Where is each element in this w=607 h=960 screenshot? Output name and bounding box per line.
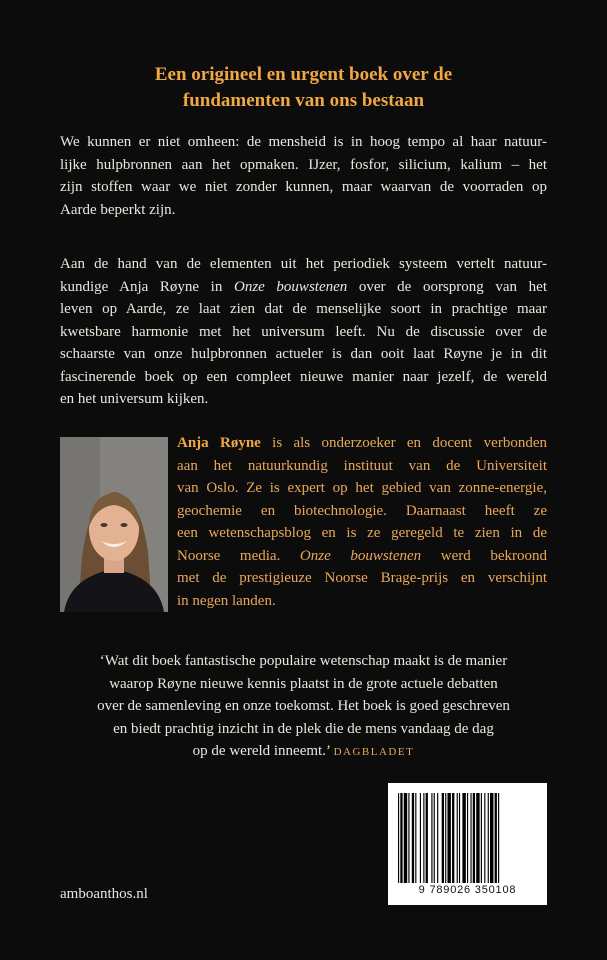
text-segment: over de oorsprong van het bbox=[347, 278, 547, 295]
publisher-website: amboanthos.nl bbox=[60, 886, 148, 902]
text-line: kwetsbare harmonie met het universum leeft. Nu de discussie over de bbox=[60, 323, 547, 340]
back-cover-heading bbox=[0, 62, 607, 114]
quote-line: ‘Wat dit boek fantastische populaire wetenschap maakt is de manier bbox=[99, 653, 508, 669]
summary-paragraph bbox=[60, 253, 547, 411]
text-line: een wetenschapsblog en is ze geregeld te zien in de bbox=[177, 525, 547, 541]
text-line bbox=[177, 545, 547, 568]
text-line: van Oslo. Ze is expert op het gebied van zonne-energie, bbox=[177, 480, 547, 496]
text-segment: is als onderzoeker en docent verbonden bbox=[260, 435, 547, 451]
text-line: Aan de hand van de elementen uit het periodiek systeem vertelt natuur- bbox=[60, 256, 547, 272]
author-portrait bbox=[60, 437, 168, 612]
text-segment: op de wereld inneemt.’ bbox=[192, 743, 330, 759]
text-line: geochemie en biotechnologie. Daarnaast heeft ze bbox=[177, 502, 547, 519]
intro-paragraph bbox=[60, 131, 547, 221]
text-line: lijke hulpbronnen aan het opmaken. IJzer, fosfor, silicium, kalium – het bbox=[60, 156, 547, 173]
text-line: zijn stoffen waar we niet zonder kunnen, maar waarvan de voorraden op bbox=[60, 179, 547, 195]
author-bio bbox=[177, 432, 547, 612]
text-line: en het universum kijken. bbox=[60, 391, 209, 407]
quote-line bbox=[60, 740, 547, 764]
book-title: Onze bouwstenen bbox=[233, 278, 348, 295]
quote-source: DAGBLADET bbox=[333, 746, 415, 758]
text-segment: werd bekroond bbox=[421, 547, 547, 564]
heading-line-2: fundamenten van ons bestaan bbox=[182, 90, 425, 111]
author-name: Anja Røyne bbox=[177, 435, 261, 451]
text-line: in negen landen. bbox=[177, 592, 276, 609]
text-line: Aarde beperkt zijn. bbox=[60, 201, 176, 218]
isbn-barcode bbox=[388, 783, 547, 905]
barcode-icon bbox=[398, 793, 537, 883]
text-segment: kundige Anja Røyne in bbox=[60, 278, 234, 295]
book-title: Onze bouwstenen bbox=[299, 547, 422, 564]
isbn-number: 9 789026 350108 bbox=[418, 884, 517, 896]
text-line bbox=[60, 276, 547, 299]
text-line: fascinerende boek op een compleet nieuwe manier naar jezelf, de wereld bbox=[60, 368, 547, 385]
text-line: We kunnen er niet omheen: de mensheid is in hoog tempo al haar natuur- bbox=[60, 134, 547, 150]
text-line: aan het natuurkundig instituut van de Universiteit bbox=[177, 457, 547, 474]
quote-line: over de samenleving en onze toekomst. Het boek is goed geschreven bbox=[97, 698, 510, 714]
text-line: met de prestigieuze Noorse Brage-prijs en verschijnt bbox=[177, 570, 547, 586]
author-portrait-icon bbox=[60, 437, 168, 612]
text-line: leven op Aarde, ze laat zien dat de menselijke soort in prachtige maar bbox=[60, 301, 547, 317]
text-line bbox=[177, 432, 547, 455]
press-quote bbox=[60, 650, 547, 764]
text-segment: Noorse media. bbox=[177, 547, 281, 564]
heading-line-1: Een origineel en urgent boek over de bbox=[154, 64, 453, 85]
quote-line: en biedt prachtig inzicht in de plek die de mens vandaag de dag bbox=[113, 720, 494, 737]
quote-line: waarop Røyne nieuwe kennis plaatst in de grote actuele debatten bbox=[109, 675, 498, 692]
text-line: schaarste van onze hulpbronnen actueler is dan ooit laat Røyne je in dit bbox=[60, 346, 547, 362]
